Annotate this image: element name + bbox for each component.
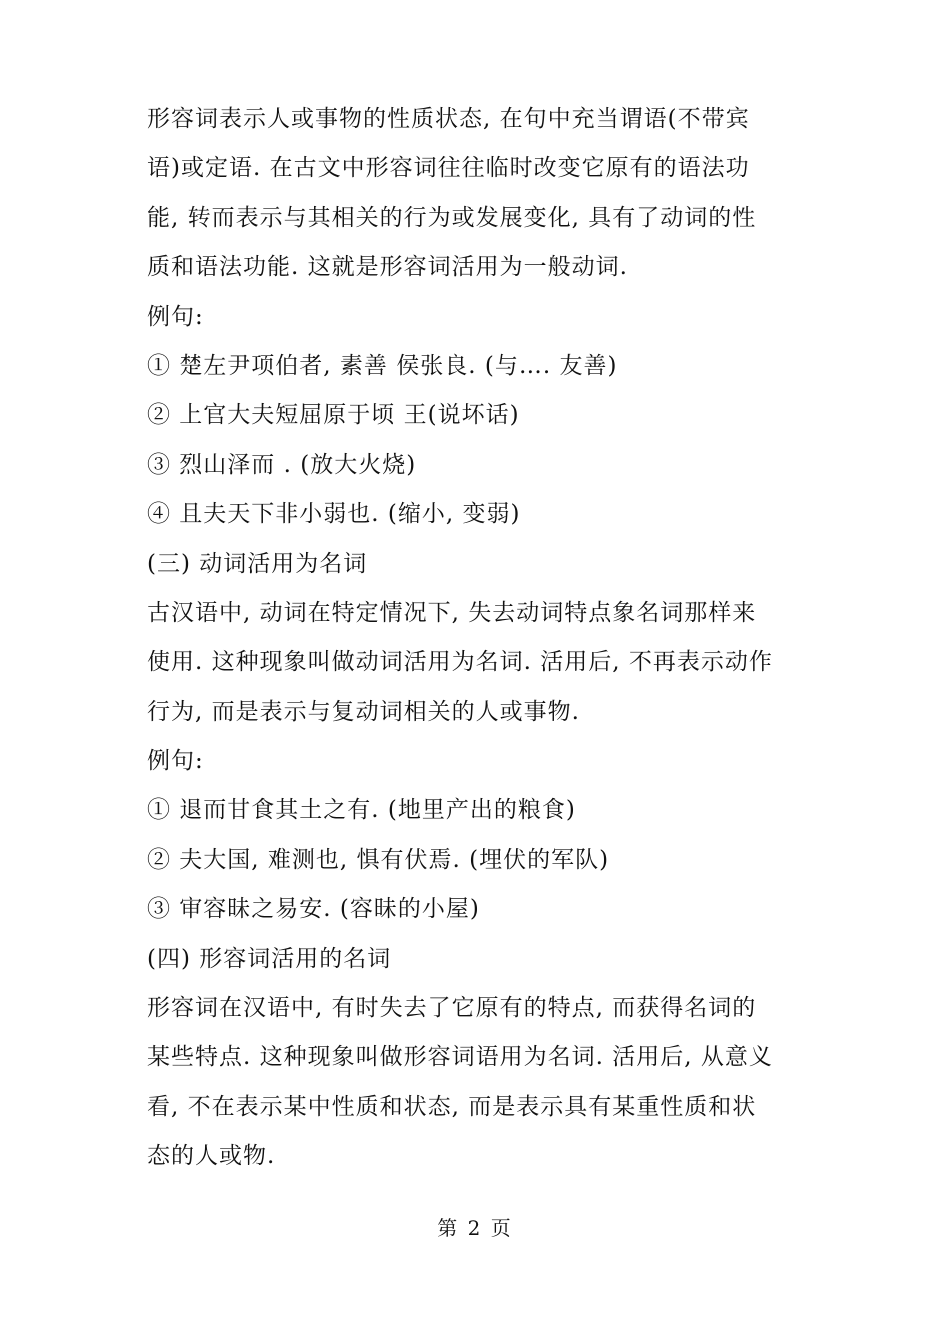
paragraph-line: 古汉语中, 动词在特定情况下, 失去动词特点象名词那样来: [147, 599, 757, 626]
example-item: ② 夫大国, 难测也, 惧有伏焉. (埋伏的军队): [147, 846, 610, 873]
page-body: [147, 95, 807, 1182]
paragraph-line: 态的人或物.: [147, 1143, 276, 1170]
paragraph-line: 形容词表示人或事物的性质状态, 在句中充当谓语(不带宾: [147, 106, 750, 132]
example-label: 例句:: [147, 748, 204, 775]
example-label: 例句:: [147, 303, 204, 330]
paragraph-line: 能, 转而表示与其相关的行为或发展变化, 具有了动词的性: [147, 204, 757, 231]
example-item: ④ 且夫天下非小弱也. (缩小, 变弱): [147, 501, 521, 528]
example-item: ② 上官大夫短屈原于顷 王(说坏话): [147, 402, 520, 429]
page-number: 第 2 页: [437, 1216, 513, 1240]
section-heading: (四) 形容词活用的名词: [147, 945, 392, 972]
paragraph-line: 使用. 这种现象叫做动词活用为名词. 活用后, 不再表示动作: [147, 649, 773, 676]
paragraph-line: 行为, 而是表示与复动词相关的人或事物.: [147, 698, 580, 725]
paragraph-line: 质和语法功能. 这就是形容词活用为一般动词.: [147, 254, 628, 281]
section-heading: (三) 动词活用为名词: [147, 550, 368, 577]
example-item: ① 楚左尹项伯者, 素善 侯张良. (与…. 友善): [147, 352, 618, 379]
paragraph-line: 某些特点. 这种现象叫做形容词语用为名词. 活用后, 从意义: [147, 1044, 773, 1071]
example-item: ③ 烈山泽而 . (放大火烧): [147, 451, 417, 478]
example-item: ① 退而甘食其土之有. (地里产出的粮食): [147, 797, 576, 824]
paragraph-line: 语)或定语. 在古文中形容词往往临时改变它原有的语法功: [147, 155, 750, 182]
example-item: ③ 审容昧之易安. (容昧的小屋): [147, 896, 480, 923]
paragraph-line: 形容词在汉语中, 有时失去了它原有的特点, 而获得名词的: [147, 995, 757, 1022]
paragraph-line: 看, 不在表示某中性质和状态, 而是表示具有某重性质和状: [147, 1093, 757, 1120]
